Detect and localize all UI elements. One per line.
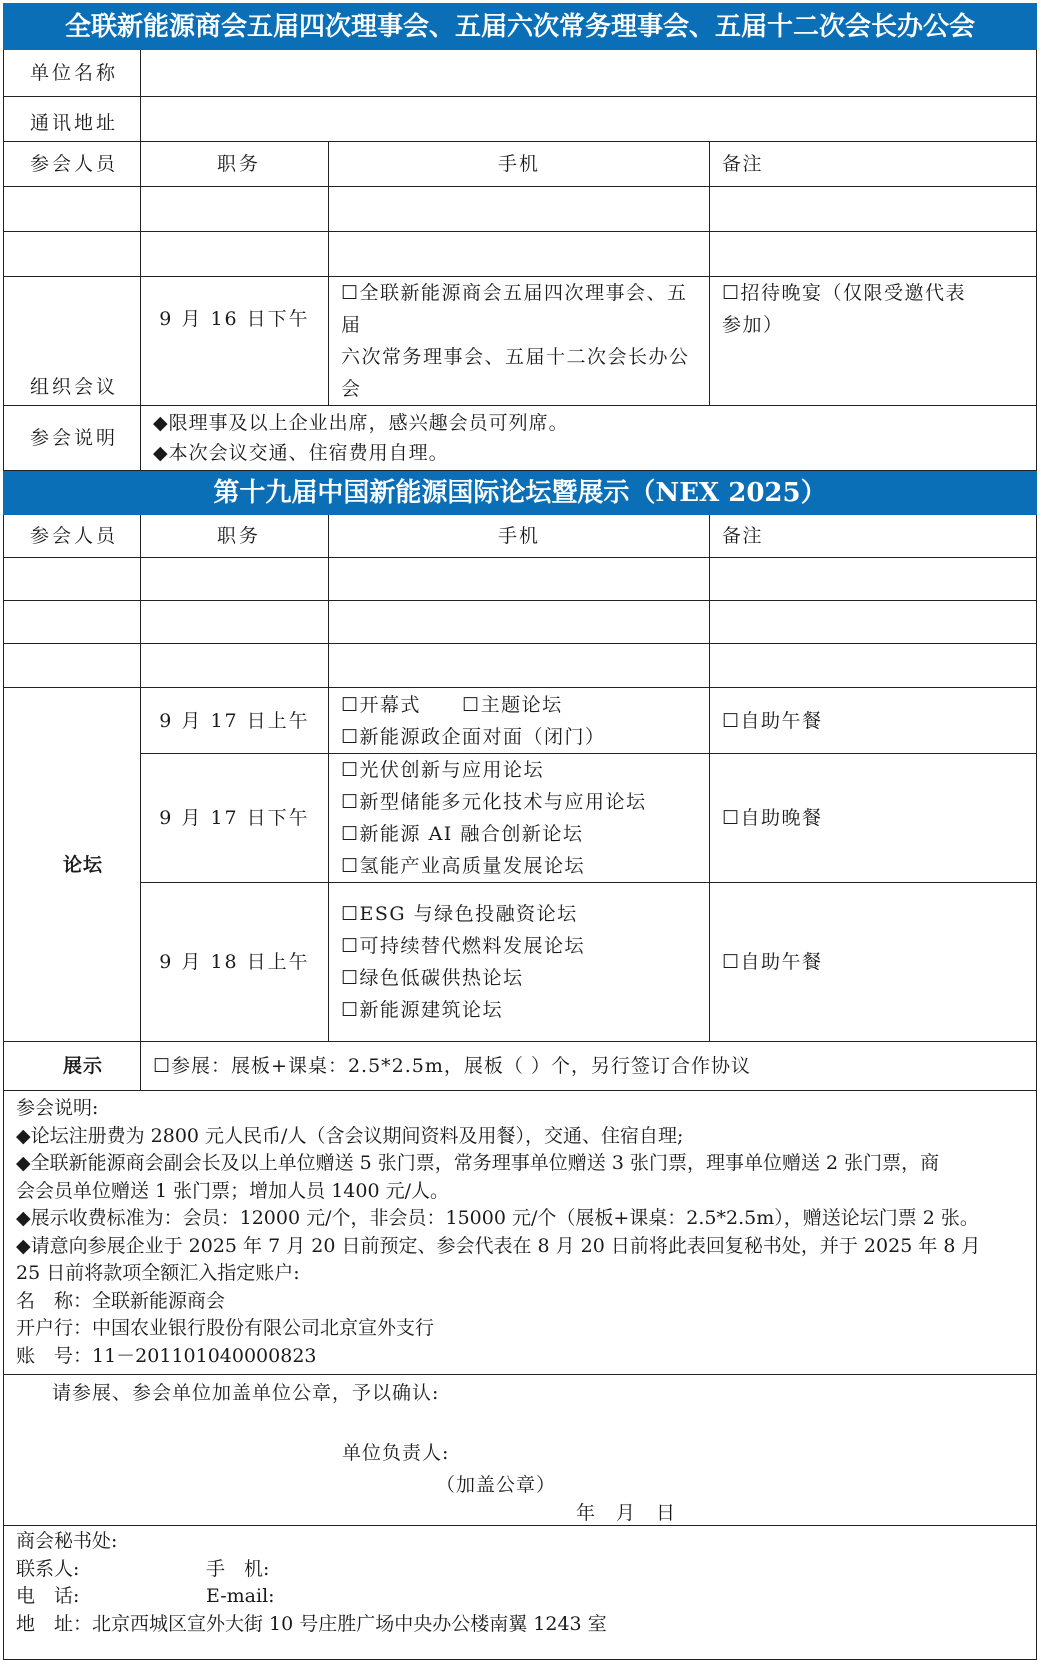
account-name: 名 称：全联新能源商会 bbox=[16, 1289, 226, 1312]
meeting-note-1: ◆限理事及以上企业出席，感兴趣会员可列席。 bbox=[153, 412, 569, 434]
session-options bbox=[329, 754, 710, 883]
position-cell[interactable] bbox=[141, 187, 329, 232]
session-time: 9 月 17 日上午 bbox=[141, 688, 329, 754]
contact-person-label: 联系人: bbox=[16, 1557, 80, 1580]
remark-header: 备注 bbox=[710, 142, 1037, 187]
session-option-checkbox[interactable]: ☐氢能产业高质量发展论坛 bbox=[341, 855, 586, 877]
remark-cell[interactable] bbox=[710, 232, 1037, 277]
mobile-header: 手机 bbox=[329, 515, 710, 558]
forum-attendee-row-3 bbox=[4, 644, 1037, 688]
exhibit-label: 展示 bbox=[4, 1042, 141, 1091]
session-time: 9 月 18 日上午 bbox=[141, 883, 329, 1042]
confirm-instruction: 请参展、参会单位加盖单位公章，予以确认: bbox=[52, 1382, 440, 1404]
phone-label: 电 话: bbox=[16, 1585, 80, 1607]
account-number: 账 号：11－201101040000823 bbox=[16, 1344, 317, 1367]
secretariat-heading: 商会秘书处: bbox=[16, 1530, 118, 1552]
mobile-cell[interactable] bbox=[329, 232, 710, 277]
session-option-checkbox[interactable]: ☐新能源 AI 融合创新论坛 bbox=[341, 823, 584, 845]
seal-label: （加盖公章） bbox=[436, 1474, 557, 1496]
position-header: 职务 bbox=[141, 515, 329, 558]
attendee-cell[interactable] bbox=[4, 232, 141, 277]
meeting-option-line2: 六次常务理事会、五届十二次会长办公会 bbox=[341, 346, 690, 400]
section1-title-banner: 全联新能源商会五届四次理事会、五届六次常务理事会、五届十二次会长办公会 bbox=[4, 4, 1037, 50]
notes-line: ◆全联新能源商会副会长及以上单位赠送 5 张门票，常务理事单位赠送 3 张门票，理事单位赠送 2 张门票，商 bbox=[16, 1152, 940, 1174]
date-label: 年 月 日 bbox=[576, 1502, 677, 1524]
dinner-option-line2: 参加） bbox=[722, 314, 784, 336]
bank-name: 开户行：中国农业银行股份有限公司北京宣外支行 bbox=[16, 1317, 435, 1339]
remark-cell[interactable] bbox=[710, 187, 1037, 232]
notes-heading: 参会说明: bbox=[16, 1097, 99, 1119]
attendee-cell[interactable] bbox=[4, 644, 141, 688]
session-options bbox=[329, 688, 710, 754]
remark-cell[interactable] bbox=[710, 601, 1037, 644]
confirmation-block bbox=[4, 1375, 1037, 1526]
contact-row bbox=[16, 1556, 1024, 1584]
meeting-notes bbox=[141, 406, 1037, 471]
attendee-header: 参会人员 bbox=[4, 142, 141, 187]
forum-attendee-row-1 bbox=[4, 558, 1037, 601]
contact-mobile-label: 手 机: bbox=[206, 1557, 270, 1580]
remark-cell[interactable] bbox=[710, 644, 1037, 688]
mobile-header: 手机 bbox=[329, 142, 710, 187]
attendee-row-2 bbox=[4, 232, 1037, 277]
session-option-checkbox[interactable]: ☐绿色低碳供热论坛 bbox=[341, 967, 524, 989]
position-header: 职务 bbox=[141, 142, 329, 187]
meeting-option-checkbox[interactable] bbox=[329, 277, 710, 406]
meal-option-checkbox[interactable]: ☐自助午餐 bbox=[710, 688, 1037, 754]
notes-line: ◆展示收费标准为：会员：12000 元/个，非会员：15000 元/个（展板+课桌：2.5*2.5m），赠送论坛门票 2 张。 bbox=[16, 1207, 979, 1229]
address-field[interactable] bbox=[141, 97, 1037, 142]
session-option-checkbox[interactable]: ☐新能源政企面对面（闭门） bbox=[341, 725, 606, 748]
position-cell[interactable] bbox=[141, 601, 329, 644]
mobile-cell[interactable] bbox=[329, 644, 710, 688]
attendee-row-1 bbox=[4, 187, 1037, 232]
attendee-header: 参会人员 bbox=[4, 515, 141, 558]
signature-area bbox=[4, 1375, 1036, 1525]
section2-title-banner: 第十九届中国新能源国际论坛暨展示（NEX 2025） bbox=[4, 471, 1037, 515]
notes-line: ◆请意向参展企业于 2025 年 7 月 20 日前预定、参会代表在 8 月 20 日前将此表回复秘书处，并于 2025 年 8 月 bbox=[16, 1234, 981, 1257]
meal-option-checkbox[interactable]: ☐自助晚餐 bbox=[710, 754, 1037, 883]
email-label: E-mail: bbox=[206, 1585, 275, 1607]
responsible-person-label: 单位负责人: bbox=[342, 1442, 450, 1464]
session-option-checkbox[interactable]: ☐新型储能多元化技术与应用论坛 bbox=[341, 791, 647, 813]
meeting-option-line1: ☐全联新能源商会五届四次理事会、五届 bbox=[341, 282, 688, 336]
unit-name-field[interactable] bbox=[141, 50, 1037, 97]
mobile-cell[interactable] bbox=[329, 558, 710, 601]
secretariat-address: 地 址：北京西城区宣外大街 10 号庄胜广场中央办公楼南翼 1243 室 bbox=[16, 1612, 607, 1635]
session-option-checkbox[interactable]: ☐可持续替代燃料发展论坛 bbox=[341, 935, 586, 957]
session-time: 9 月 17 日下午 bbox=[141, 754, 329, 883]
mobile-cell[interactable] bbox=[329, 601, 710, 644]
position-cell[interactable] bbox=[141, 232, 329, 277]
position-cell[interactable] bbox=[141, 644, 329, 688]
dinner-option-checkbox[interactable] bbox=[710, 277, 1037, 406]
unit-name-label: 单位名称 bbox=[4, 50, 141, 97]
session-option-checkbox[interactable]: ☐开幕式 ☐主题论坛 bbox=[341, 693, 563, 716]
address-label: 通讯地址 bbox=[4, 97, 141, 142]
position-cell[interactable] bbox=[141, 558, 329, 601]
registration-form bbox=[3, 3, 1036, 1660]
meeting-notes-label: 参会说明 bbox=[4, 406, 141, 471]
remark-header: 备注 bbox=[710, 515, 1037, 558]
meal-option-checkbox[interactable]: ☐自助午餐 bbox=[710, 883, 1037, 1042]
session-option-checkbox[interactable]: ☐光伏创新与应用论坛 bbox=[341, 759, 545, 781]
registration-notes bbox=[4, 1091, 1037, 1375]
notes-line: 会会员单位赠送 1 张门票；增加人员 1400 元/人。 bbox=[16, 1179, 450, 1202]
form-table bbox=[3, 3, 1037, 1660]
session-options bbox=[329, 883, 710, 1042]
attendee-cell[interactable] bbox=[4, 558, 141, 601]
session-option-checkbox[interactable]: ☐新能源建筑论坛 bbox=[341, 999, 504, 1021]
meeting-note-2: ◆本次会议交通、住宿费用自理。 bbox=[153, 442, 449, 464]
mobile-cell[interactable] bbox=[329, 187, 710, 232]
notes-line: 25 日前将款项全额汇入指定账户: bbox=[16, 1262, 300, 1284]
meeting-time: 9 月 16 日下午 bbox=[141, 277, 329, 406]
forum-attendee-row-2 bbox=[4, 601, 1037, 644]
phone-row bbox=[16, 1583, 1024, 1611]
remark-cell[interactable] bbox=[710, 558, 1037, 601]
attendee-cell[interactable] bbox=[4, 601, 141, 644]
secretariat-contact bbox=[4, 1526, 1037, 1660]
forum-label: 论坛 bbox=[4, 688, 141, 1042]
attendee-cell[interactable] bbox=[4, 187, 141, 232]
session-option-checkbox[interactable]: ☐ESG 与绿色投融资论坛 bbox=[341, 903, 578, 925]
meeting-label: 组织会议 bbox=[4, 277, 141, 406]
notes-line: ◆论坛注册费为 2800 元人民币/人（含会议期间资料及用餐），交通、住宿自理; bbox=[16, 1124, 684, 1147]
exhibit-option-checkbox[interactable]: ☐参展：展板+课桌：2.5*2.5m，展板（ ）个，另行签订合作协议 bbox=[141, 1042, 1037, 1091]
dinner-option-line1: ☐招待晚宴（仅限受邀代表 bbox=[722, 282, 967, 304]
